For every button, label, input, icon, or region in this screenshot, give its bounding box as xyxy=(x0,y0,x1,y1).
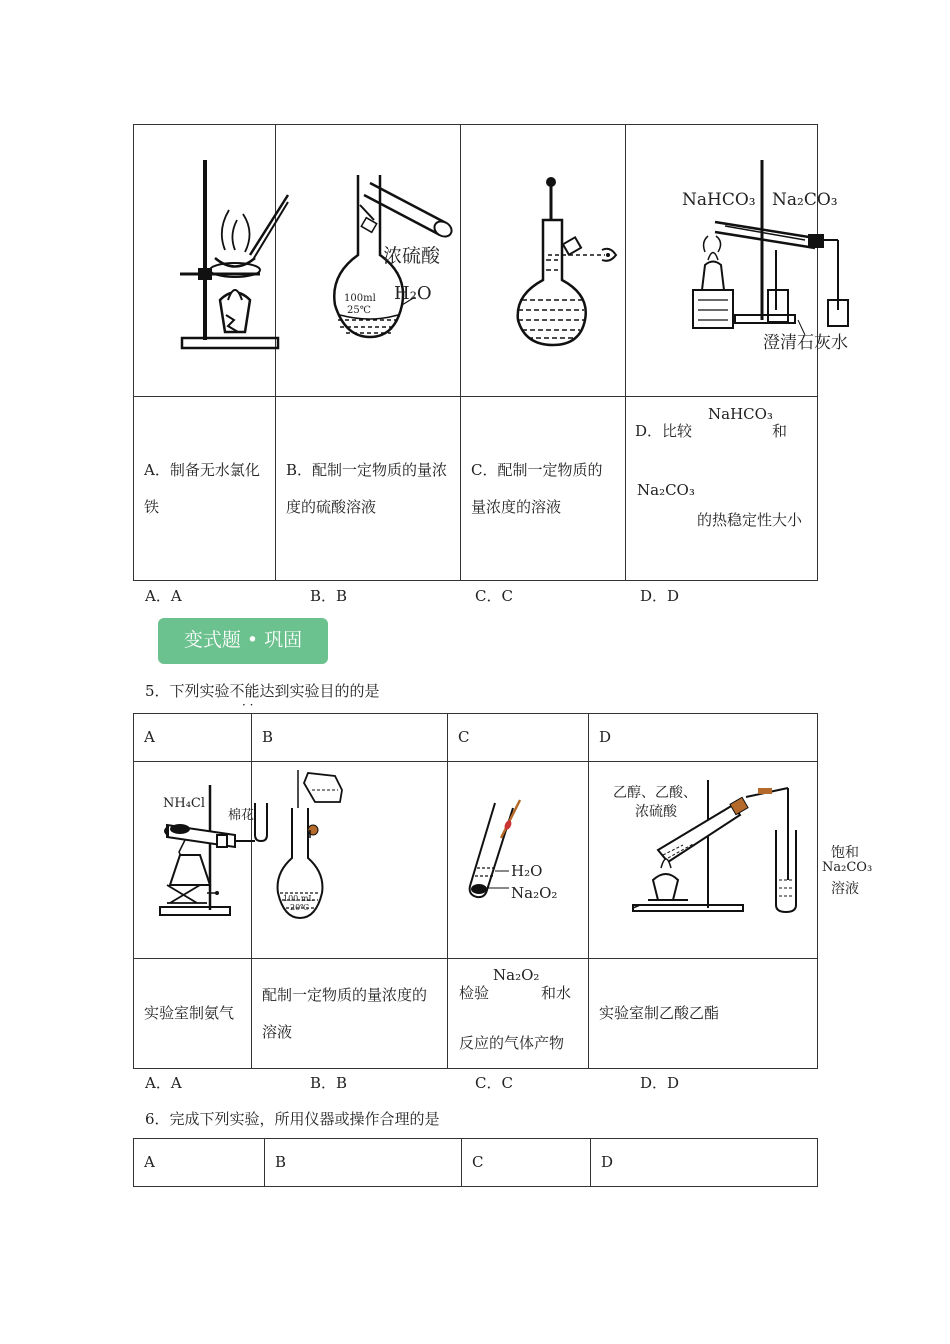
q6-header-d: D xyxy=(591,1139,818,1187)
q6-header-b: B xyxy=(265,1139,462,1187)
q5-c-mid: 和水 xyxy=(541,984,572,1002)
q5-stem: 5．下列实验不能达到实验目的的是 xyxy=(145,682,380,700)
q5-a-nh4cl-label: NH₄Cl xyxy=(163,796,206,811)
q5-cell-d: 实验室制乙酸乙酯 xyxy=(589,959,818,1069)
q4-option-d[interactable]: D．D xyxy=(640,587,680,605)
q4-d-formula1: NaHCO₃ xyxy=(708,405,773,423)
q5-d-saturated-line3: 溶液 xyxy=(831,881,859,897)
q4-apparatus-a-svg xyxy=(170,150,290,355)
q5-c-prefix: 检验 xyxy=(459,984,490,1002)
q4-option-b[interactable]: B．B xyxy=(310,587,348,605)
q5-b-flask-label: 100 mL xyxy=(283,894,314,903)
q4-cell-c: C．配制一定物质的量浓度的溶液 xyxy=(461,397,626,581)
q5-d-saturated-line1: 饱和 xyxy=(831,845,859,861)
q6-header-a: A xyxy=(134,1139,265,1187)
q6-table xyxy=(133,1138,818,1187)
q5-header-b: B xyxy=(252,714,448,762)
q5-d-reagents-line2: 浓硫酸 xyxy=(635,804,677,820)
q4-cell-b: B．配制一定物质的量浓度的硫酸溶液 xyxy=(276,397,461,581)
q4-d-na2co3-label: Na₂CO₃ xyxy=(772,190,838,210)
q5-c-suffix: 反应的气体产物 xyxy=(459,1034,565,1052)
q5-d-reagents-line1: 乙醇、乙酸、 xyxy=(613,785,697,801)
q5-emphasis-dots: · · xyxy=(242,698,254,712)
q5-header-a: A xyxy=(134,714,252,762)
q5-option-b[interactable]: B．B xyxy=(310,1074,348,1092)
q4-d-suffix: 的热稳定性大小 xyxy=(697,511,803,529)
q5-b-temp-label: 20℃ xyxy=(290,903,310,912)
variant-badge: 变式题 • 巩固 xyxy=(158,618,328,664)
q5-cell-a: 实验室制氨气 xyxy=(134,959,252,1069)
q4-d-formula2: Na₂CO₃ xyxy=(637,481,695,499)
q5-c-formula: Na₂O₂ xyxy=(493,966,540,984)
q4-option-c[interactable]: C．C xyxy=(475,587,513,605)
q4-b-water-label: H₂O xyxy=(394,283,432,304)
q5-cell-b: 配制一定物质的量浓度的溶液 xyxy=(252,959,448,1069)
q4-b-temp-label: 25℃ xyxy=(347,305,371,316)
q4-d-prefix: D．比较 xyxy=(635,422,693,440)
q5-option-d[interactable]: D．D xyxy=(640,1074,680,1092)
q4-apparatus-d-svg xyxy=(690,160,850,335)
q5-c-h2o-label: H₂O xyxy=(511,862,543,880)
q4-b-flask-label: 100ml xyxy=(344,293,376,304)
q4-cell-a: A．制备无水氯化铁 xyxy=(134,397,276,581)
q4-d-limewater-label: 澄清石灰水 xyxy=(763,333,848,353)
q5-option-c[interactable]: C．C xyxy=(475,1074,513,1092)
q5-a-cotton-label: 棉花 xyxy=(228,808,255,823)
q6-stem: 6．完成下列实验，所用仪器或操作合理的是 xyxy=(145,1110,440,1128)
q6-header-c: C xyxy=(462,1139,591,1187)
q4-apparatus-c-svg xyxy=(510,170,630,350)
q4-d-and: 和 xyxy=(772,422,788,440)
q5-d-saturated-line2: Na₂CO₃ xyxy=(822,860,873,875)
q5-header-c: C xyxy=(448,714,589,762)
q4-b-acid-label: 浓硫酸 xyxy=(383,245,441,267)
q5-c-na2o2-label: Na₂O₂ xyxy=(511,884,558,902)
q5-option-a[interactable]: A．A xyxy=(145,1074,182,1092)
q5-header-d: D xyxy=(589,714,818,762)
q4-option-a[interactable]: A．A xyxy=(145,587,182,605)
q4-d-nahco3-label: NaHCO₃ xyxy=(682,190,756,210)
